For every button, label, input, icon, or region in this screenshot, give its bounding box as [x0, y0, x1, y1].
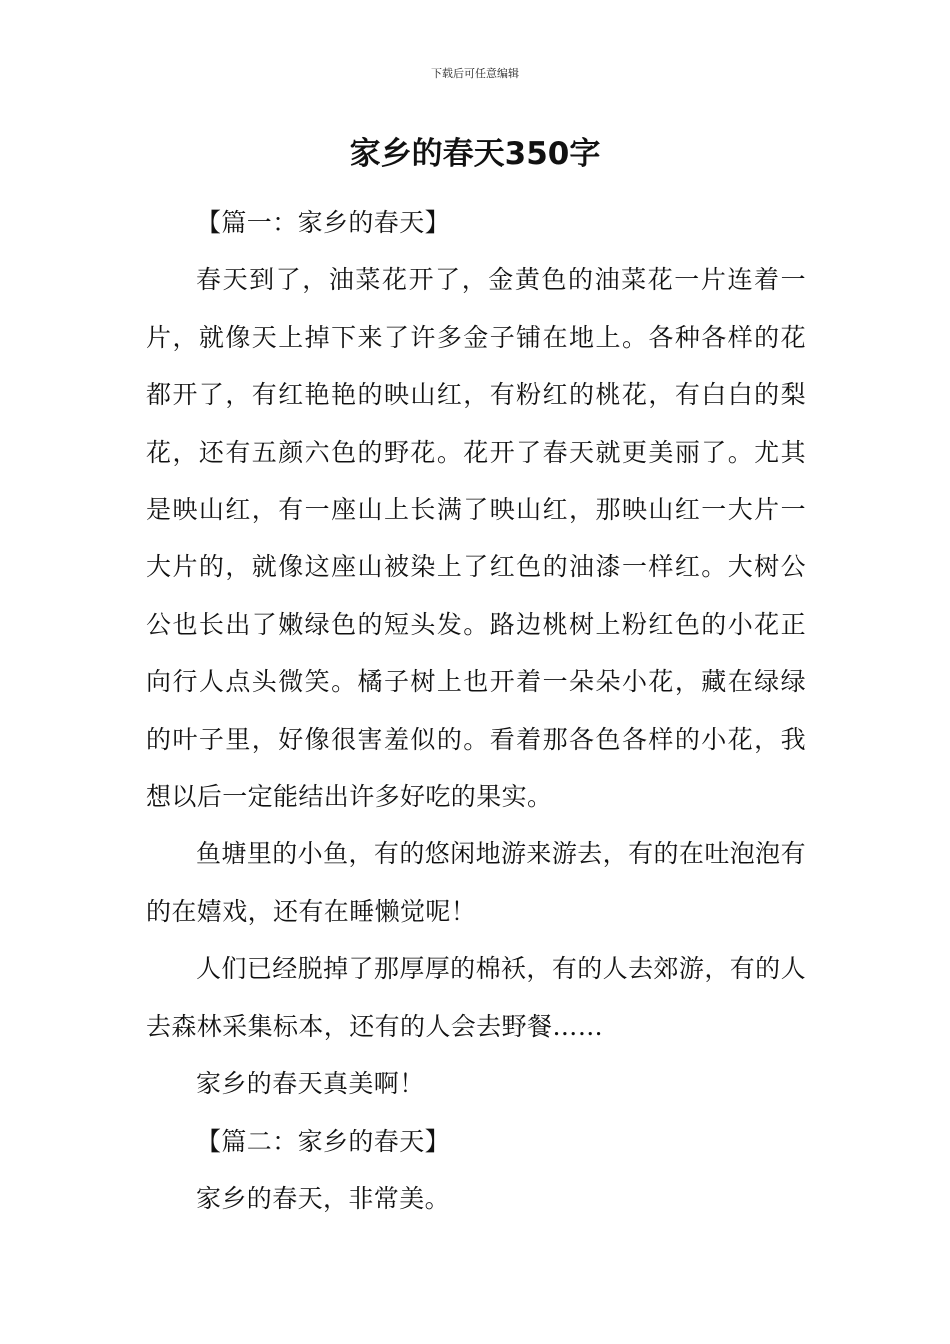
header-note: 下载后可任意编辑	[431, 67, 519, 80]
paragraph-people-outing: 人们已经脱掉了那厚厚的棉袄，有的人去郊游，有的人去森林采集标本，还有的人会去野餐……	[146, 954, 806, 1041]
paragraph-spring-flowers: 春天到了，油菜花开了，金黄色的油菜花一片连着一片，就像天上掉下来了许多金子铺在地上。各种各样的花都开了，有红艳艳的映山红，有粉红的桃花，有白白的梨花，还有五颜六色的野花。花开了春天就更美丽了。尤其是映山红，有一座山上长满了映山红，那映山红一大片一大片的，就像这座山被染上了红色的油漆一样红。大树公公也长出了嫩绿色的短头发。路边桃树上粉红色的小花正向行人点头微笑。橘子树上也开着一朵朵小花，藏在绿绿的叶子里，好像很害羞似的。看着那各色各样的小花，我想以后一定能结出许多好吃的果实。	[146, 265, 806, 812]
paragraph-section-2-opening: 家乡的春天，非常美。	[196, 1183, 451, 1213]
section-heading-1: 【篇一：家乡的春天】	[196, 208, 451, 237]
paragraph-conclusion: 家乡的春天真美啊！	[196, 1069, 425, 1099]
document-title: 家乡的春天350字	[349, 136, 601, 172]
paragraph-fish-pond: 鱼塘里的小鱼，有的悠闲地游来游去，有的在吐泡泡有的在嬉戏，还有在睡懒觉呢！	[146, 839, 806, 926]
document-body	[146, 194, 806, 1227]
section-heading-2: 【篇二：家乡的春天】	[196, 1126, 451, 1156]
